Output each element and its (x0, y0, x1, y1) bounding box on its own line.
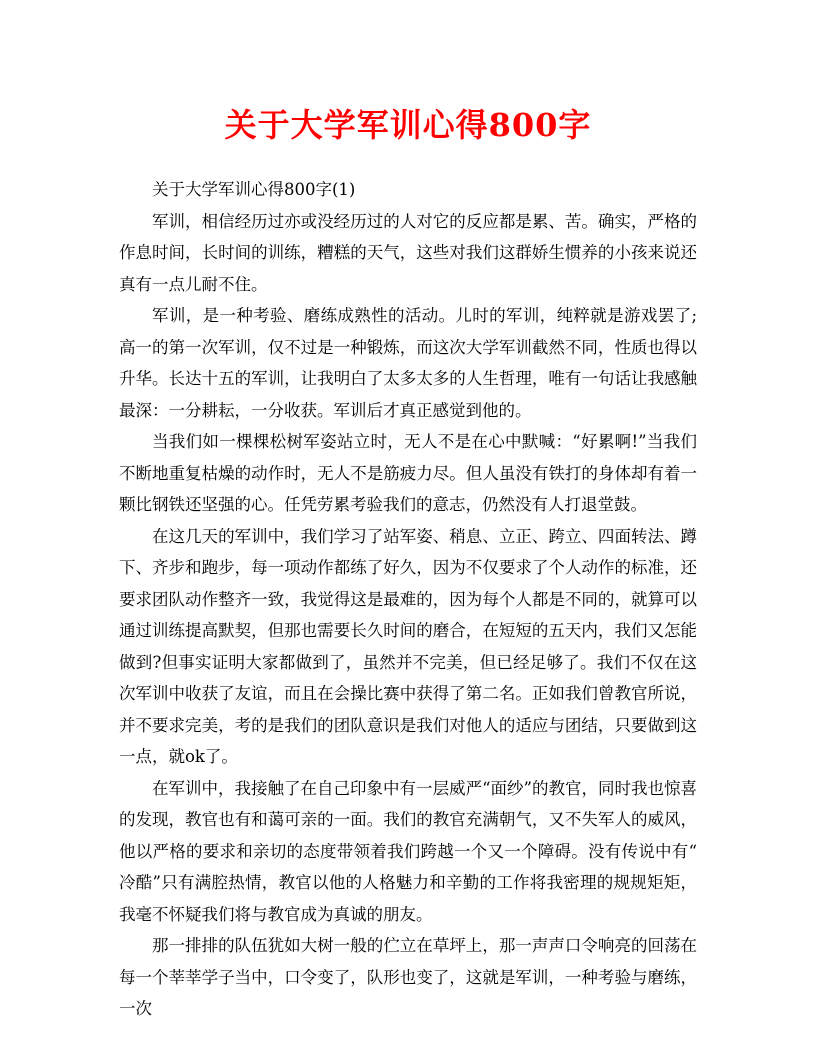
paragraph: 军训，是一种考验、磨练成熟性的活动。儿时的军训，纯粹就是游戏罢了;高一的第一次军训，仅不过是一种锻炼，而这次大学军训截然不同，性质也得以升华。长达十五的军训，让我明白了太多太多的人生哲理，唯有一句话让我感触最深：一分耕耘，一分收获。军训后才真正感觉到他的。 (119, 306, 697, 420)
document-subtitle: 关于大学军训心得800字(1) (152, 180, 356, 199)
paragraph: 那一排排的队伍犹如大树一般的伫立在草坪上，那一声声口令响亮的回荡在每一个莘莘学子当中，口令变了，队形也变了，这就是军训，一种考验与磨练，一次 (119, 936, 697, 1018)
document-body (119, 174, 697, 1025)
paragraph: 在这几天的军训中，我们学习了站军姿、稍息、立正、跨立、四面转法、蹲下、齐步和跑步，每一项动作都练了好久，因为不仅要求了个人动作的标准，还要求团队动作整齐一致，我觉得这是最难的，因为每个人都是不同的，就算可以通过训练提高默契，但那也需要长久时间的磨合，在短短的五天内，我们又怎能做到?但事实证明大家都做到了，虽然并不完美，但已经足够了。我们不仅在这次军训中收获了友谊，而且在会操比赛中获得了第二名。正如我们曾教官所说，并不要求完美，考的是我们的团队意识是我们对他人的适应与团结，只要做到这一点，就ok了。 (119, 526, 697, 766)
document-title: 关于大学军训心得800字 (224, 106, 592, 144)
paragraph: 当我们如一棵棵松树军姿站立时，无人不是在心中默喊：“好累啊!”当我们不断地重复枯燥的动作时，无人不是筋疲力尽。但人虽没有铁打的身体却有着一颗比钢铁还坚强的心。任凭劳累考验我们的意志，仍然没有人打退堂鼓。 (119, 432, 697, 514)
paragraph: 在军训中，我接触了在自己印象中有一层威严“面纱”的教官，同时我也惊喜的发现，教官也有和蔼可亲的一面。我们的教官充满朝气，又不失军人的威风，他以严格的要求和亲切的态度带领着我们跨越一个又一个障碍。没有传说中有“冷酷”只有满腔热情，教官以他的人格魅力和辛勤的工作将我密理的规规矩矩，我毫不怀疑我们将与教官成为真诚的朋友。 (119, 778, 697, 924)
paragraph: 军训，相信经历过亦或没经历过的人对它的反应都是累、苦。确实，严格的作息时间，长时间的训练，糟糕的天气，这些对我们这群娇生惯养的小孩来说还真有一点儿耐不住。 (119, 211, 697, 294)
